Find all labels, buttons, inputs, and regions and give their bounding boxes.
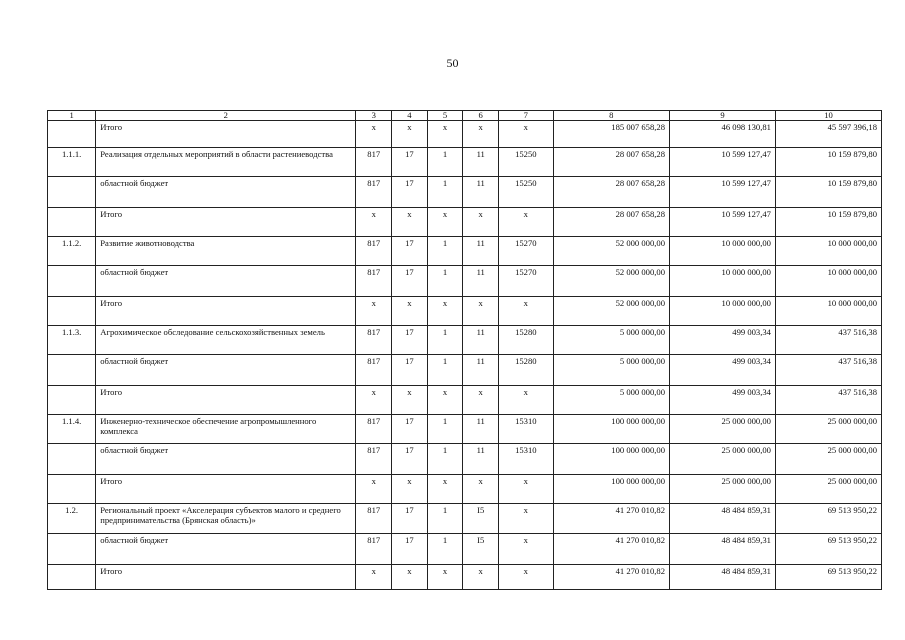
col6-cell: x <box>463 565 499 590</box>
amount-col9-cell: 499 003,34 <box>670 326 776 355</box>
column-header: 10 <box>775 111 881 121</box>
col7-cell: x <box>499 208 554 237</box>
col6-cell: 11 <box>463 326 499 355</box>
col4-cell: x <box>392 297 428 326</box>
amount-col8-cell: 52 000 000,00 <box>553 266 669 297</box>
table-row <box>48 121 882 148</box>
table-row <box>48 386 882 415</box>
col7-cell: 15250 <box>499 148 554 177</box>
amount-col8-cell: 5 000 000,00 <box>553 386 669 415</box>
col4-cell: 17 <box>392 534 428 565</box>
col5-cell: x <box>427 475 463 504</box>
amount-col8-cell: 185 007 658,28 <box>553 121 669 148</box>
row-name-cell: Инженерно-техническое обеспечение агропромышленного комплекса <box>96 415 356 444</box>
row-name-cell: Итого <box>96 297 356 326</box>
amount-col9-cell: 48 484 859,31 <box>670 565 776 590</box>
col5-cell: x <box>427 208 463 237</box>
row-number-cell: 1.1.2. <box>48 237 96 266</box>
col3-cell: 817 <box>356 415 392 444</box>
amount-col8-cell: 28 007 658,28 <box>553 177 669 208</box>
col6-cell: 11 <box>463 148 499 177</box>
col4-cell: x <box>392 475 428 504</box>
row-name-cell: Реализация отдельных мероприятий в области растениеводства <box>96 148 356 177</box>
col7-cell: x <box>499 565 554 590</box>
amount-col9-cell: 499 003,34 <box>670 355 776 386</box>
amount-col10-cell: 25 000 000,00 <box>775 415 881 444</box>
col7-cell: 15280 <box>499 326 554 355</box>
col6-cell: x <box>463 386 499 415</box>
amount-col10-cell: 10 159 879,80 <box>775 148 881 177</box>
amount-col10-cell: 437 516,38 <box>775 355 881 386</box>
row-number-cell <box>48 534 96 565</box>
col6-cell: I5 <box>463 504 499 534</box>
amount-col9-cell: 10 000 000,00 <box>670 237 776 266</box>
row-name-cell: Итого <box>96 121 356 148</box>
table-row <box>48 444 882 475</box>
row-name-cell: Итого <box>96 386 356 415</box>
row-number-cell <box>48 297 96 326</box>
table-row <box>48 266 882 297</box>
amount-col9-cell: 499 003,34 <box>670 386 776 415</box>
col6-cell: I5 <box>463 534 499 565</box>
col7-cell: 15280 <box>499 355 554 386</box>
col5-cell: 1 <box>427 177 463 208</box>
col5-cell: 1 <box>427 504 463 534</box>
row-number-cell: 1.1.3. <box>48 326 96 355</box>
column-header: 5 <box>427 111 463 121</box>
table-row <box>48 326 882 355</box>
table-row <box>48 565 882 590</box>
amount-col10-cell: 69 513 950,22 <box>775 534 881 565</box>
col6-cell: 11 <box>463 177 499 208</box>
col7-cell: x <box>499 297 554 326</box>
col3-cell: 817 <box>356 326 392 355</box>
amount-col8-cell: 5 000 000,00 <box>553 326 669 355</box>
row-name-cell: областной бюджет <box>96 266 356 297</box>
amount-col10-cell: 69 513 950,22 <box>775 565 881 590</box>
col3-cell: 817 <box>356 237 392 266</box>
col5-cell: 1 <box>427 534 463 565</box>
col4-cell: 17 <box>392 177 428 208</box>
col5-cell: 1 <box>427 415 463 444</box>
col5-cell: x <box>427 565 463 590</box>
column-header: 1 <box>48 111 96 121</box>
col4-cell: x <box>392 565 428 590</box>
table-row <box>48 504 882 534</box>
col7-cell: 15270 <box>499 266 554 297</box>
amount-col8-cell: 52 000 000,00 <box>553 237 669 266</box>
row-number-cell <box>48 386 96 415</box>
amount-col10-cell: 25 000 000,00 <box>775 475 881 504</box>
amount-col8-cell: 41 270 010,82 <box>553 504 669 534</box>
row-number-cell <box>48 565 96 590</box>
amount-col10-cell: 10 000 000,00 <box>775 297 881 326</box>
amount-col10-cell: 10 159 879,80 <box>775 177 881 208</box>
col5-cell: 1 <box>427 326 463 355</box>
col4-cell: x <box>392 121 428 148</box>
col3-cell: x <box>356 565 392 590</box>
col6-cell: 11 <box>463 415 499 444</box>
row-number-cell <box>48 444 96 475</box>
amount-col8-cell: 41 270 010,82 <box>553 534 669 565</box>
col7-cell: 15250 <box>499 177 554 208</box>
col3-cell: x <box>356 475 392 504</box>
col4-cell: 17 <box>392 355 428 386</box>
row-number-cell: 1.1.1. <box>48 148 96 177</box>
table-row <box>48 237 882 266</box>
col4-cell: x <box>392 208 428 237</box>
col6-cell: x <box>463 475 499 504</box>
row-name-cell: областной бюджет <box>96 534 356 565</box>
col3-cell: 817 <box>356 148 392 177</box>
row-name-cell: Итого <box>96 208 356 237</box>
amount-col9-cell: 25 000 000,00 <box>670 415 776 444</box>
col3-cell: x <box>356 386 392 415</box>
col5-cell: 1 <box>427 237 463 266</box>
col7-cell: x <box>499 534 554 565</box>
col3-cell: 817 <box>356 504 392 534</box>
col6-cell: 11 <box>463 355 499 386</box>
col3-cell: 817 <box>356 177 392 208</box>
col5-cell: x <box>427 121 463 148</box>
col3-cell: x <box>356 297 392 326</box>
col7-cell: 15310 <box>499 415 554 444</box>
col5-cell: x <box>427 297 463 326</box>
col3-cell: x <box>356 121 392 148</box>
amount-col10-cell: 10 000 000,00 <box>775 266 881 297</box>
amount-col10-cell: 437 516,38 <box>775 386 881 415</box>
column-header: 2 <box>96 111 356 121</box>
col4-cell: 17 <box>392 415 428 444</box>
col7-cell: x <box>499 475 554 504</box>
table-row <box>48 475 882 504</box>
row-number-cell <box>48 208 96 237</box>
col3-cell: x <box>356 208 392 237</box>
col3-cell: 817 <box>356 444 392 475</box>
col4-cell: 17 <box>392 326 428 355</box>
row-number-cell <box>48 475 96 504</box>
table-row <box>48 355 882 386</box>
amount-col8-cell: 5 000 000,00 <box>553 355 669 386</box>
amount-col8-cell: 100 000 000,00 <box>553 475 669 504</box>
col6-cell: x <box>463 297 499 326</box>
col5-cell: 1 <box>427 444 463 475</box>
col5-cell: 1 <box>427 355 463 386</box>
table-row <box>48 534 882 565</box>
budget-table <box>47 110 882 590</box>
col7-cell: x <box>499 121 554 148</box>
table-header-row <box>48 111 882 121</box>
amount-col9-cell: 48 484 859,31 <box>670 534 776 565</box>
amount-col9-cell: 25 000 000,00 <box>670 444 776 475</box>
row-name-cell: Итого <box>96 475 356 504</box>
col4-cell: 17 <box>392 444 428 475</box>
col3-cell: 817 <box>356 266 392 297</box>
col4-cell: 17 <box>392 237 428 266</box>
col6-cell: 11 <box>463 237 499 266</box>
amount-col9-cell: 10 000 000,00 <box>670 297 776 326</box>
row-name-cell: Агрохимическое обследование сельскохозяйственных земель <box>96 326 356 355</box>
amount-col10-cell: 69 513 950,22 <box>775 504 881 534</box>
column-header: 3 <box>356 111 392 121</box>
col6-cell: x <box>463 208 499 237</box>
amount-col9-cell: 10 599 127,47 <box>670 208 776 237</box>
column-header: 4 <box>392 111 428 121</box>
col6-cell: x <box>463 121 499 148</box>
col5-cell: 1 <box>427 148 463 177</box>
column-header: 7 <box>499 111 554 121</box>
row-number-cell: 1.1.4. <box>48 415 96 444</box>
amount-col9-cell: 10 599 127,47 <box>670 177 776 208</box>
amount-col9-cell: 10 000 000,00 <box>670 266 776 297</box>
amount-col8-cell: 100 000 000,00 <box>553 415 669 444</box>
column-header: 9 <box>670 111 776 121</box>
amount-col10-cell: 45 597 396,18 <box>775 121 881 148</box>
column-header: 6 <box>463 111 499 121</box>
amount-col8-cell: 28 007 658,28 <box>553 208 669 237</box>
amount-col10-cell: 437 516,38 <box>775 326 881 355</box>
row-number-cell <box>48 266 96 297</box>
col7-cell: 15310 <box>499 444 554 475</box>
col7-cell: 15270 <box>499 237 554 266</box>
row-name-cell: областной бюджет <box>96 444 356 475</box>
amount-col10-cell: 10 159 879,80 <box>775 208 881 237</box>
row-number-cell: 1.2. <box>48 504 96 534</box>
col7-cell: x <box>499 504 554 534</box>
table-row <box>48 208 882 237</box>
row-name-cell: Итого <box>96 565 356 590</box>
amount-col10-cell: 10 000 000,00 <box>775 237 881 266</box>
table-row <box>48 415 882 444</box>
row-name-cell: Региональный проект «Акселерация субъектов малого и среднего предпринимательства (Брянская область)» <box>96 504 356 534</box>
col6-cell: 11 <box>463 266 499 297</box>
amount-col8-cell: 41 270 010,82 <box>553 565 669 590</box>
column-header: 8 <box>553 111 669 121</box>
amount-col8-cell: 100 000 000,00 <box>553 444 669 475</box>
amount-col9-cell: 48 484 859,31 <box>670 504 776 534</box>
col4-cell: 17 <box>392 504 428 534</box>
amount-col10-cell: 25 000 000,00 <box>775 444 881 475</box>
col7-cell: x <box>499 386 554 415</box>
row-name-cell: областной бюджет <box>96 177 356 208</box>
col3-cell: 817 <box>356 355 392 386</box>
amount-col9-cell: 10 599 127,47 <box>670 148 776 177</box>
table-row <box>48 148 882 177</box>
col6-cell: 11 <box>463 444 499 475</box>
col5-cell: x <box>427 386 463 415</box>
amount-col8-cell: 52 000 000,00 <box>553 297 669 326</box>
col3-cell: 817 <box>356 534 392 565</box>
amount-col9-cell: 46 098 130,81 <box>670 121 776 148</box>
row-number-cell <box>48 177 96 208</box>
page-number: 50 <box>446 56 459 70</box>
amount-col8-cell: 28 007 658,28 <box>553 148 669 177</box>
row-number-cell <box>48 121 96 148</box>
col4-cell: 17 <box>392 266 428 297</box>
col5-cell: 1 <box>427 266 463 297</box>
col4-cell: x <box>392 386 428 415</box>
table-row <box>48 177 882 208</box>
row-name-cell: Развитие животноводства <box>96 237 356 266</box>
row-name-cell: областной бюджет <box>96 355 356 386</box>
row-number-cell <box>48 355 96 386</box>
col4-cell: 17 <box>392 148 428 177</box>
amount-col9-cell: 25 000 000,00 <box>670 475 776 504</box>
table-row <box>48 297 882 326</box>
